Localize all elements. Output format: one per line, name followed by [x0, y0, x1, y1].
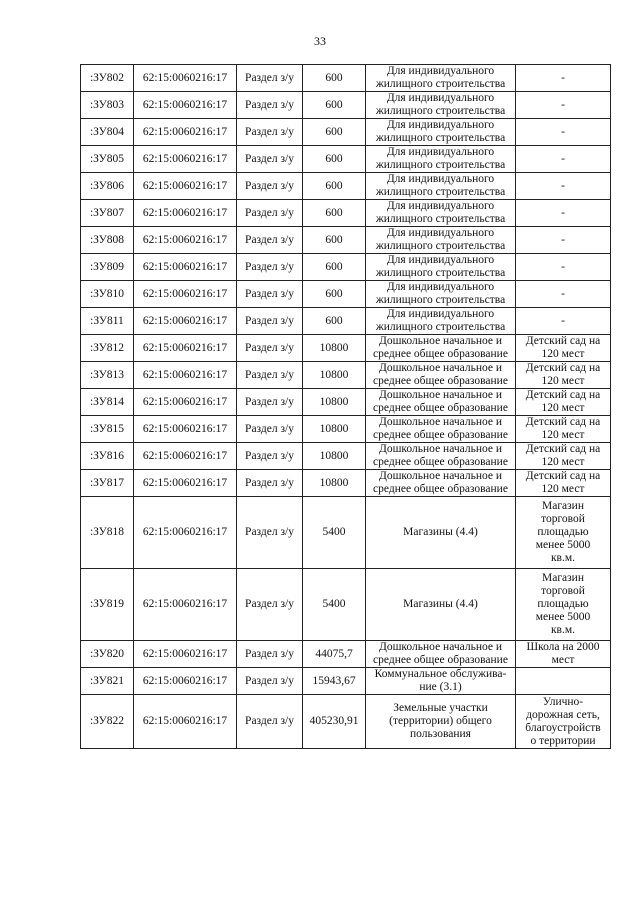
permitted-use-cell: Для индивидуального жилищного строительства	[366, 281, 516, 308]
note-cell: Детский сад на 120 мест	[516, 443, 611, 470]
cadastral-number-cell: 62:15:0060216:17	[134, 254, 237, 281]
formation-method-cell: Раздел з/у	[237, 443, 303, 470]
table-row	[81, 695, 611, 749]
cadastral-number-cell: 62:15:0060216:17	[134, 335, 237, 362]
note-cell: -	[516, 308, 611, 335]
permitted-use-cell: Магазины (4.4)	[366, 497, 516, 569]
plot-number-cell: :ЗУ821	[81, 668, 134, 695]
note-cell: Детский сад на 120 мест	[516, 362, 611, 389]
table-row	[81, 362, 611, 389]
formation-method-cell: Раздел з/у	[237, 389, 303, 416]
area-cell: 405230,91	[303, 695, 366, 749]
table-row	[81, 641, 611, 668]
permitted-use-cell: Для индивидуального жилищного строительства	[366, 254, 516, 281]
plot-number-cell: :ЗУ805	[81, 146, 134, 173]
note-cell: Детский сад на 120 мест	[516, 470, 611, 497]
permitted-use-cell: Дошкольное начальное и среднее общее образование	[366, 416, 516, 443]
table-row	[81, 416, 611, 443]
permitted-use-cell: Для индивидуального жилищного строительства	[366, 308, 516, 335]
plot-number-cell: :ЗУ813	[81, 362, 134, 389]
plot-number-cell: :ЗУ807	[81, 200, 134, 227]
cadastral-number-cell: 62:15:0060216:17	[134, 146, 237, 173]
area-cell: 600	[303, 65, 366, 92]
cadastral-number-cell: 62:15:0060216:17	[134, 200, 237, 227]
area-cell: 10800	[303, 362, 366, 389]
table-row	[81, 470, 611, 497]
permitted-use-cell: Дошкольное начальное и среднее общее образование	[366, 362, 516, 389]
land-plot-table	[80, 64, 611, 749]
permitted-use-cell: Для индивидуального жилищного строительства	[366, 200, 516, 227]
cadastral-number-cell: 62:15:0060216:17	[134, 470, 237, 497]
note-cell	[516, 668, 611, 695]
permitted-use-cell: Дошкольное начальное и среднее общее образование	[366, 641, 516, 668]
cadastral-number-cell: 62:15:0060216:17	[134, 119, 237, 146]
plot-number-cell: :ЗУ803	[81, 92, 134, 119]
plot-number-cell: :ЗУ814	[81, 389, 134, 416]
table-row	[81, 119, 611, 146]
cadastral-number-cell: 62:15:0060216:17	[134, 92, 237, 119]
plot-number-cell: :ЗУ818	[81, 497, 134, 569]
table-row	[81, 65, 611, 92]
area-cell: 600	[303, 146, 366, 173]
formation-method-cell: Раздел з/у	[237, 119, 303, 146]
formation-method-cell: Раздел з/у	[237, 641, 303, 668]
note-cell: Улично- дорожная сеть, благоустройств о территории	[516, 695, 611, 749]
cadastral-number-cell: 62:15:0060216:17	[134, 389, 237, 416]
formation-method-cell: Раздел з/у	[237, 695, 303, 749]
area-cell: 10800	[303, 335, 366, 362]
table-row	[81, 200, 611, 227]
table-row	[81, 281, 611, 308]
plot-number-cell: :ЗУ822	[81, 695, 134, 749]
note-cell: -	[516, 173, 611, 200]
permitted-use-cell: Для индивидуального жилищного строительства	[366, 146, 516, 173]
plot-number-cell: :ЗУ815	[81, 416, 134, 443]
table-row	[81, 173, 611, 200]
plot-number-cell: :ЗУ804	[81, 119, 134, 146]
cadastral-number-cell: 62:15:0060216:17	[134, 641, 237, 668]
note-cell: -	[516, 281, 611, 308]
cadastral-number-cell: 62:15:0060216:17	[134, 443, 237, 470]
formation-method-cell: Раздел з/у	[237, 497, 303, 569]
table-row	[81, 308, 611, 335]
note-cell: -	[516, 146, 611, 173]
formation-method-cell: Раздел з/у	[237, 335, 303, 362]
plot-number-cell: :ЗУ802	[81, 65, 134, 92]
plot-number-cell: :ЗУ817	[81, 470, 134, 497]
permitted-use-cell: Для индивидуального жилищного строительства	[366, 173, 516, 200]
area-cell: 600	[303, 227, 366, 254]
formation-method-cell: Раздел з/у	[237, 668, 303, 695]
cadastral-number-cell: 62:15:0060216:17	[134, 569, 237, 641]
permitted-use-cell: Дошкольное начальное и среднее общее образование	[366, 335, 516, 362]
cadastral-number-cell: 62:15:0060216:17	[134, 362, 237, 389]
plot-number-cell: :ЗУ808	[81, 227, 134, 254]
area-cell: 5400	[303, 569, 366, 641]
table-row	[81, 569, 611, 641]
plot-number-cell: :ЗУ812	[81, 335, 134, 362]
cadastral-number-cell: 62:15:0060216:17	[134, 173, 237, 200]
cadastral-number-cell: 62:15:0060216:17	[134, 668, 237, 695]
formation-method-cell: Раздел з/у	[237, 308, 303, 335]
cadastral-number-cell: 62:15:0060216:17	[134, 308, 237, 335]
formation-method-cell: Раздел з/у	[237, 470, 303, 497]
plot-number-cell: :ЗУ811	[81, 308, 134, 335]
note-cell: Магазин торговой площадью менее 5000 кв.м.	[516, 569, 611, 641]
note-cell: Детский сад на 120 мест	[516, 389, 611, 416]
formation-method-cell: Раздел з/у	[237, 281, 303, 308]
page-number: 33	[314, 34, 326, 48]
plot-number-cell: :ЗУ809	[81, 254, 134, 281]
permitted-use-cell: Дошкольное начальное и среднее общее образование	[366, 443, 516, 470]
formation-method-cell: Раздел з/у	[237, 569, 303, 641]
formation-method-cell: Раздел з/у	[237, 254, 303, 281]
formation-method-cell: Раздел з/у	[237, 200, 303, 227]
note-cell: Магазин торговой площадью менее 5000 кв.м.	[516, 497, 611, 569]
note-cell: -	[516, 227, 611, 254]
plot-number-cell: :ЗУ810	[81, 281, 134, 308]
cadastral-number-cell: 62:15:0060216:17	[134, 65, 237, 92]
note-cell: -	[516, 65, 611, 92]
formation-method-cell: Раздел з/у	[237, 416, 303, 443]
permitted-use-cell: Для индивидуального жилищного строительства	[366, 227, 516, 254]
area-cell: 5400	[303, 497, 366, 569]
table-row	[81, 227, 611, 254]
formation-method-cell: Раздел з/у	[237, 92, 303, 119]
table-row	[81, 146, 611, 173]
area-cell: 10800	[303, 470, 366, 497]
cadastral-number-cell: 62:15:0060216:17	[134, 497, 237, 569]
note-cell: Школа на 2000 мест	[516, 641, 611, 668]
note-cell: -	[516, 92, 611, 119]
table-body	[81, 65, 611, 749]
area-cell: 600	[303, 92, 366, 119]
note-cell: Детский сад на 120 мест	[516, 416, 611, 443]
area-cell: 600	[303, 119, 366, 146]
note-cell: -	[516, 119, 611, 146]
table-row	[81, 254, 611, 281]
note-cell: -	[516, 200, 611, 227]
area-cell: 10800	[303, 389, 366, 416]
cadastral-number-cell: 62:15:0060216:17	[134, 227, 237, 254]
area-cell: 600	[303, 173, 366, 200]
area-cell: 10800	[303, 416, 366, 443]
permitted-use-cell: Земельные участки (территории) общего пользования	[366, 695, 516, 749]
cadastral-number-cell: 62:15:0060216:17	[134, 281, 237, 308]
cadastral-number-cell: 62:15:0060216:17	[134, 695, 237, 749]
plot-number-cell: :ЗУ806	[81, 173, 134, 200]
plot-number-cell: :ЗУ816	[81, 443, 134, 470]
table-row	[81, 497, 611, 569]
table-row	[81, 668, 611, 695]
area-cell: 600	[303, 254, 366, 281]
table-row	[81, 389, 611, 416]
plot-number-cell: :ЗУ819	[81, 569, 134, 641]
permitted-use-cell: Для индивидуального жилищного строительства	[366, 92, 516, 119]
plot-number-cell: :ЗУ820	[81, 641, 134, 668]
permitted-use-cell: Коммунальное обслужива- ние (3.1)	[366, 668, 516, 695]
formation-method-cell: Раздел з/у	[237, 65, 303, 92]
note-cell: -	[516, 254, 611, 281]
note-cell: Детский сад на 120 мест	[516, 335, 611, 362]
area-cell: 15943,67	[303, 668, 366, 695]
formation-method-cell: Раздел з/у	[237, 173, 303, 200]
table-row	[81, 335, 611, 362]
formation-method-cell: Раздел з/у	[237, 227, 303, 254]
permitted-use-cell: Магазины (4.4)	[366, 569, 516, 641]
formation-method-cell: Раздел з/у	[237, 362, 303, 389]
area-cell: 600	[303, 281, 366, 308]
table-row	[81, 443, 611, 470]
table-row	[81, 92, 611, 119]
permitted-use-cell: Дошкольное начальное и среднее общее образование	[366, 389, 516, 416]
area-cell: 600	[303, 308, 366, 335]
formation-method-cell: Раздел з/у	[237, 146, 303, 173]
area-cell: 10800	[303, 443, 366, 470]
permitted-use-cell: Для индивидуального жилищного строительства	[366, 65, 516, 92]
permitted-use-cell: Дошкольное начальное и среднее общее образование	[366, 470, 516, 497]
area-cell: 44075,7	[303, 641, 366, 668]
cadastral-number-cell: 62:15:0060216:17	[134, 416, 237, 443]
permitted-use-cell: Для индивидуального жилищного строительства	[366, 119, 516, 146]
area-cell: 600	[303, 200, 366, 227]
